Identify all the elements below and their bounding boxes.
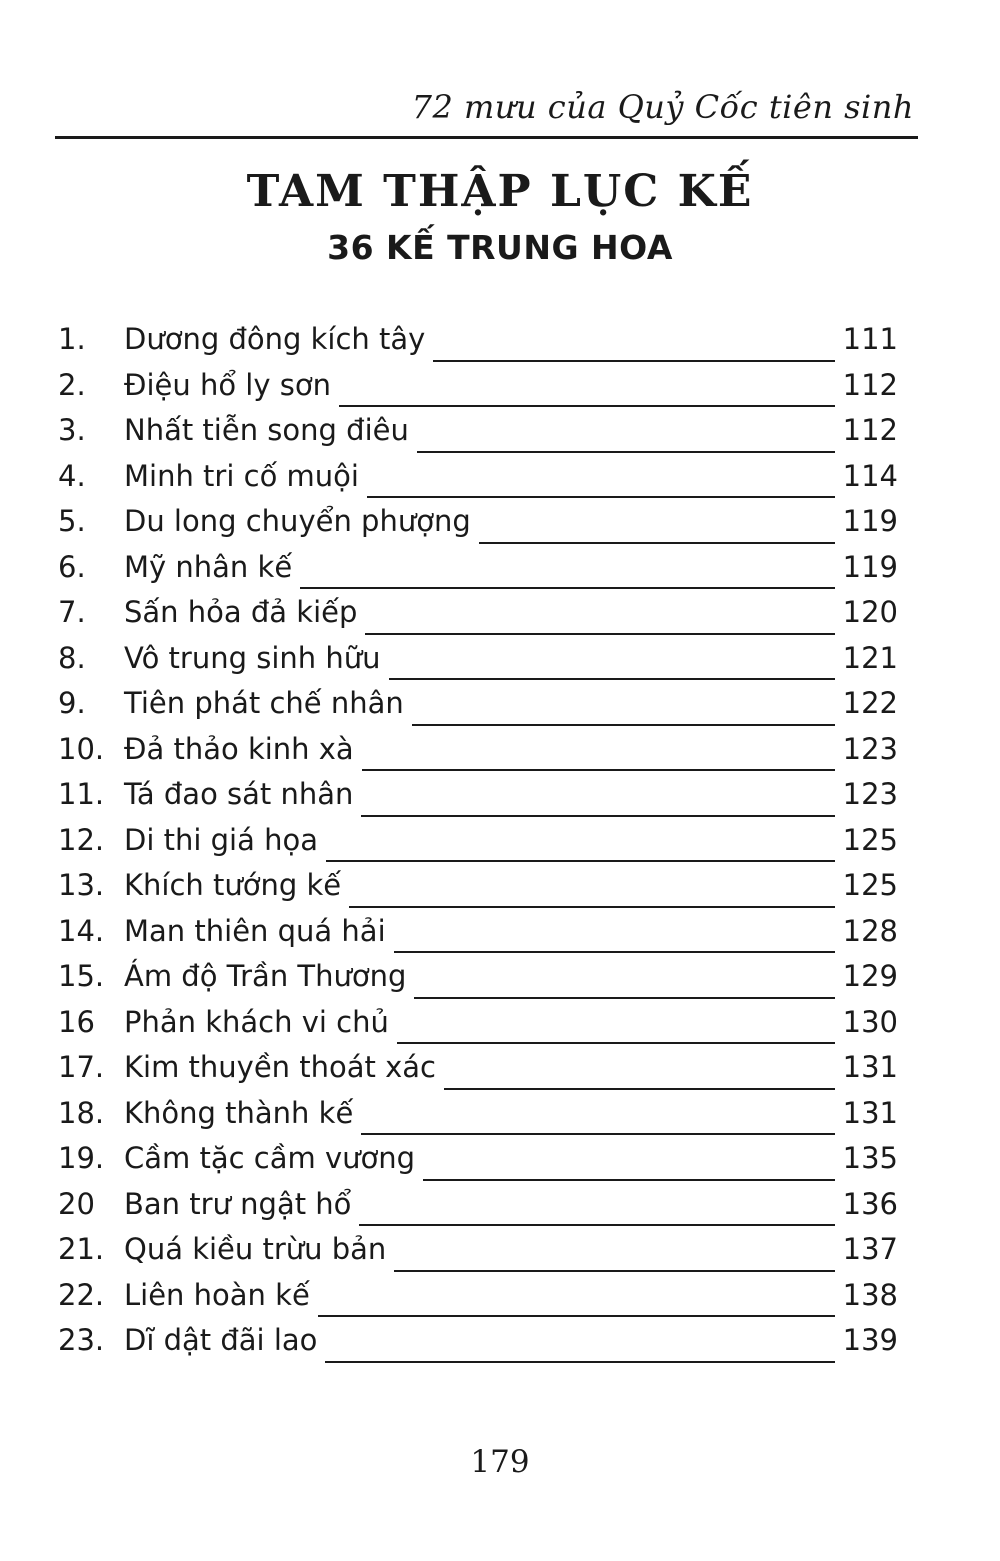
toc-entry-title: Đả thảo kinh xà: [124, 731, 354, 766]
toc-entry-number: 19.: [58, 1141, 105, 1175]
toc-entry: [58, 459, 898, 505]
toc-entry-page: 114: [842, 458, 898, 493]
toc-leader-line: [359, 1224, 834, 1226]
toc-leader-line: [367, 496, 835, 498]
toc-entry-number: 8.: [58, 640, 86, 675]
toc-entry: [58, 777, 898, 823]
toc-entry-number: 17.: [58, 1050, 105, 1084]
toc-leader-line: [394, 951, 835, 953]
toc-entry-title: Minh tri cố muội: [124, 458, 359, 493]
toc-entry-title: Quá kiều trừu bản: [124, 1232, 387, 1266]
toc-entry-title: Sấn hỏa đả kiếp: [124, 595, 358, 629]
toc-entry-number: 9.: [58, 686, 86, 720]
toc-entry-page: 125: [842, 822, 898, 857]
toc-leader-line: [339, 405, 835, 407]
toc-entry-page: 123: [842, 777, 898, 811]
toc-entry-title: Liên hoàn kế: [124, 1277, 310, 1312]
toc-entry-number: 6.: [58, 549, 86, 584]
toc-entry: [58, 413, 898, 459]
toc-leader-line: [300, 587, 834, 589]
toc-entry-title: Dĩ dật đãi lao: [124, 1323, 318, 1357]
toc-entry-number: 16: [58, 1004, 95, 1039]
toc-entry-page: 139: [842, 1323, 898, 1357]
toc-leader-line: [362, 769, 835, 771]
toc-entry-number: 10.: [58, 731, 105, 766]
toc-entry-page: 129: [842, 959, 898, 993]
toc-entry: [58, 1187, 898, 1233]
toc-entry-number: 4.: [58, 458, 86, 493]
toc-leader-line: [394, 1270, 834, 1272]
toc-entry-number: 13.: [58, 868, 105, 902]
toc-entry: [58, 1232, 898, 1278]
toc-leader-line: [325, 1361, 834, 1363]
toc-entry: [58, 732, 898, 778]
toc-entry-page: 119: [842, 549, 898, 584]
toc-entry-title: Điệu hổ ly sơn: [124, 367, 331, 402]
toc-leader-line: [326, 860, 835, 862]
toc-entry: [58, 504, 898, 550]
toc-entry-page: 130: [842, 1004, 898, 1039]
toc-entry-page: 119: [842, 504, 898, 538]
toc-entry-page: 138: [842, 1277, 898, 1312]
toc-entry: [58, 1050, 898, 1096]
toc-entry-page: 121: [842, 640, 898, 675]
toc-entry-number: 5.: [58, 504, 86, 538]
chapter-subtitle: 36 KẾ TRUNG HOA: [327, 228, 673, 267]
toc-entry-title: Không thành kế: [124, 1095, 354, 1130]
toc-entry-page: 136: [842, 1186, 898, 1221]
toc-entry: [58, 1005, 898, 1051]
toc-leader-line: [349, 906, 835, 908]
toc-entry: [58, 1278, 898, 1324]
toc-entry-number: 15.: [58, 959, 105, 993]
toc-entry-title: Vô trung sinh hữu: [124, 640, 381, 675]
toc-entry-number: 18.: [58, 1095, 105, 1130]
toc-leader-line: [433, 360, 834, 362]
running-header-title: 72 mưu của Quỷ Cốc tiên sinh: [411, 88, 914, 126]
toc-leader-line: [479, 542, 835, 544]
toc-leader-line: [414, 997, 834, 999]
toc-entry-title: Mỹ nhân kế: [124, 549, 293, 584]
toc-entry: [58, 595, 898, 641]
toc-entry: [58, 368, 898, 414]
toc-entry-number: 2.: [58, 367, 86, 402]
page-number: 179: [470, 1444, 530, 1480]
toc-leader-line: [423, 1179, 835, 1181]
toc-entry-number: 20: [58, 1186, 95, 1221]
running-header: [55, 78, 918, 139]
toc-entry-title: Ám độ Trần Thương: [124, 959, 407, 993]
toc-entry-title: Tá đao sát nhân: [124, 777, 354, 811]
toc-entry-number: 11.: [58, 777, 105, 811]
toc-entry-number: 14.: [58, 913, 105, 948]
toc-entry-title: Tiên phát chế nhân: [124, 686, 404, 720]
toc-entry-page: 128: [842, 913, 898, 948]
toc-entry-page: 125: [842, 868, 898, 902]
toc-entry-number: 1.: [58, 322, 86, 356]
toc-entry: [58, 959, 898, 1005]
toc-entry-title: Nhất tiễn song điêu: [124, 413, 409, 447]
toc-entry-page: 135: [842, 1141, 898, 1175]
toc-entry-page: 111: [842, 322, 898, 356]
chapter-title: TAM THẬP LỤC KẾ: [246, 166, 754, 217]
toc-leader-line: [412, 724, 835, 726]
toc-entry-page: 137: [842, 1232, 898, 1266]
toc-leader-line: [389, 678, 835, 680]
toc-entry: [58, 868, 898, 914]
toc-entry: [58, 641, 898, 687]
toc-leader-line: [361, 815, 834, 817]
toc-entry-title: Man thiên quá hải: [124, 913, 386, 948]
toc-entry-page: 131: [842, 1050, 898, 1084]
toc-leader-line: [318, 1315, 835, 1317]
toc-entry: [58, 823, 898, 869]
toc-entry-number: 21.: [58, 1232, 105, 1266]
toc-entry-number: 23.: [58, 1323, 105, 1357]
toc-entry-number: 22.: [58, 1277, 105, 1312]
toc-entry-number: 7.: [58, 595, 86, 629]
toc-entry-number: 3.: [58, 413, 86, 447]
toc-entry-title: Ban trư ngật hổ: [124, 1186, 352, 1221]
toc-entry-page: 112: [842, 413, 898, 447]
toc-entry-number: 12.: [58, 822, 105, 857]
toc-entry: [58, 1096, 898, 1142]
toc-entry-title: Khích tướng kế: [124, 868, 342, 902]
table-of-contents: [58, 322, 898, 1369]
toc-entry-title: Du long chuyển phượng: [124, 504, 471, 538]
toc-entry-title: Dương đông kích tây: [124, 322, 426, 356]
toc-entry: [58, 686, 898, 732]
toc-leader-line: [361, 1133, 834, 1135]
toc-entry-title: Di thi giá họa: [124, 822, 318, 857]
toc-entry: [58, 322, 898, 368]
toc-entry-page: 120: [842, 595, 898, 629]
toc-entry-title: Kim thuyền thoát xác: [124, 1050, 437, 1084]
toc-entry-page: 131: [842, 1095, 898, 1130]
toc-entry-title: Phản khách vi chủ: [124, 1004, 389, 1039]
toc-entry: [58, 1141, 898, 1187]
toc-entry: [58, 914, 898, 960]
toc-entry-page: 123: [842, 731, 898, 766]
toc-leader-line: [417, 451, 835, 453]
toc-entry: [58, 1323, 898, 1369]
toc-entry-title: Cầm tặc cầm vương: [124, 1141, 416, 1175]
toc-leader-line: [444, 1088, 835, 1090]
toc-entry: [58, 550, 898, 596]
toc-entry-page: 122: [842, 686, 898, 720]
toc-leader-line: [365, 633, 834, 635]
toc-entry-page: 112: [842, 367, 898, 402]
toc-leader-line: [397, 1042, 835, 1044]
